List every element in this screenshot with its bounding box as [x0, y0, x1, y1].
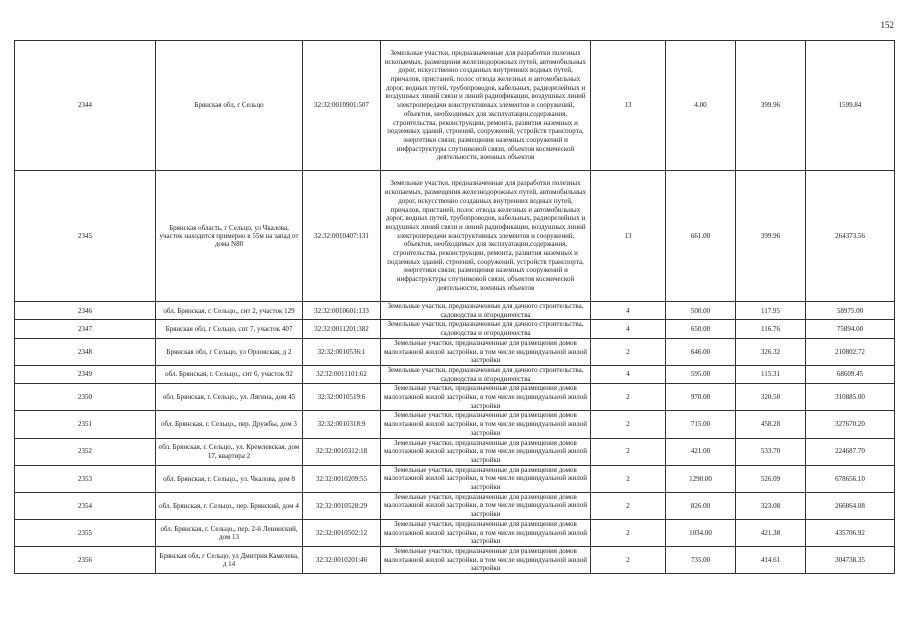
address-cell: обл. Брянская, г. Сельцо,, пер. Дружбы, дом 3 — [156, 411, 303, 438]
cadastral-value-cell: 327670.20 — [806, 411, 895, 438]
area-cell: 4.00 — [666, 41, 736, 171]
area-cell: 661.00 — [666, 171, 736, 302]
usage-group-cell: 4 — [591, 302, 666, 320]
registry-body — [15, 41, 895, 574]
row-number-cell: 2355 — [15, 519, 156, 546]
area-cell: 421.00 — [666, 438, 736, 465]
address-cell: обл. Брянская, г. Сельцо,, снт 2, участок 129 — [156, 302, 303, 320]
usage-group-cell: 13 — [591, 41, 666, 171]
land-usage-cell: Земельные участки, предназначенные для размещения домов малоэтажной жилой застройки, в том числе индивидуальной жилой застройки — [381, 546, 591, 573]
table-row — [15, 384, 895, 411]
land-usage-cell: Земельные участки, предназначенные для размещения домов малоэтажной жилой застройки, в том числе индивидуальной жилой застройки — [381, 492, 591, 519]
specific-value-cell: 115.31 — [736, 365, 806, 383]
table-row — [15, 411, 895, 438]
specific-value-cell: 326.32 — [736, 338, 806, 365]
specific-value-cell: 414.61 — [736, 546, 806, 573]
area-cell: 595.00 — [666, 365, 736, 383]
cadastral-number-cell: 32:32:0010318:9 — [303, 411, 381, 438]
specific-value-cell: 117.95 — [736, 302, 806, 320]
cadastral-number-cell: 32:32:0010312:18 — [303, 438, 381, 465]
cadastral-number-cell: 32:32:0010536:1 — [303, 338, 381, 365]
row-number-cell: 2356 — [15, 546, 156, 573]
cadastral-value-cell: 266864.08 — [806, 492, 895, 519]
cadastral-value-cell: 678656.10 — [806, 465, 895, 492]
address-cell: Брянская область, г Сельцо, ул Чкалова, участок находится примерно в 55м на запад от дома N80 — [156, 171, 303, 302]
cadastral-value-cell: 435706.92 — [806, 519, 895, 546]
address-cell: Брянская обл, г Сельцо — [156, 41, 303, 171]
specific-value-cell: 399.96 — [736, 171, 806, 302]
address-cell: обл. Брянская, г. Сельцо,, пер. Брянский, дом 4 — [156, 492, 303, 519]
area-cell: 1290.00 — [666, 465, 736, 492]
usage-group-cell: 2 — [591, 438, 666, 465]
area-cell: 1034.00 — [666, 519, 736, 546]
area-cell: 500.00 — [666, 302, 736, 320]
table-row — [15, 438, 895, 465]
cadastral-value-cell: 75894.00 — [806, 320, 895, 338]
specific-value-cell: 533.70 — [736, 438, 806, 465]
land-usage-cell: Земельные участки, предназначенные для размещения домов малоэтажной жилой застройки, в том числе индивидуальной жилой застройки — [381, 465, 591, 492]
cadastral-value-cell: 1599.84 — [806, 41, 895, 171]
cadastral-value-cell: 304738.35 — [806, 546, 895, 573]
specific-value-cell: 421.38 — [736, 519, 806, 546]
land-usage-cell: Земельные участки, предназначенные для дачного строительства, садоводства и огородничества — [381, 302, 591, 320]
cadastral-number-cell: 32:32:0010901:507 — [303, 41, 381, 171]
cadastral-value-cell: 310885.00 — [806, 384, 895, 411]
specific-value-cell: 320.50 — [736, 384, 806, 411]
area-cell: 735.00 — [666, 546, 736, 573]
cadastral-number-cell: 32:32:0010519:6 — [303, 384, 381, 411]
row-number-cell: 2351 — [15, 411, 156, 438]
land-usage-cell: Земельные участки, предназначенные для дачного строительства, садоводства и огородничества — [381, 365, 591, 383]
row-number-cell: 2347 — [15, 320, 156, 338]
land-usage-cell: Земельные участки, предназначенные для размещения домов малоэтажной жилой застройки, в том числе индивидуальной жилой застройки — [381, 438, 591, 465]
usage-group-cell: 2 — [591, 546, 666, 573]
cadastral-value-cell: 224687.70 — [806, 438, 895, 465]
table-row — [15, 519, 895, 546]
cadastral-number-cell: 32:32:0010407:131 — [303, 171, 381, 302]
table-row — [15, 492, 895, 519]
page-number: 152 — [880, 20, 894, 30]
specific-value-cell: 116.76 — [736, 320, 806, 338]
usage-group-cell: 2 — [591, 338, 666, 365]
address-cell: обл. Брянская, г. Сельцо,, ул. Кремлевская, дом 17, квартира 2 — [156, 438, 303, 465]
land-usage-cell: Земельные участки, предназначенные для разработки полезных ископаемых, размещения железнодорожных путей, автомобильных дорог, искусственно созданных внутренних водных путей, причалов, пристаней, полос отвода железных и автомобильных дорог, водных путей, трубопроводов, кабельных, радиорелейных и воздушных линий связи и линий радиофикации, воздушных линий электропередачи конструктивных элементов и сооружений, объектов, необходимых для эксплуатации,содержания, строительства, реконструкции, ремонта, развития наземных и подземных зданий, строений, сооружений, устройств транспорта, энергетики связи; размещения наземных сооружений и инфраструктуры спутниковой связи, объектов космической деятельности, военных объектов — [381, 41, 591, 171]
usage-group-cell: 2 — [591, 492, 666, 519]
area-cell: 646.00 — [666, 338, 736, 365]
row-number-cell: 2345 — [15, 171, 156, 302]
specific-value-cell: 323.08 — [736, 492, 806, 519]
land-usage-cell: Земельные участки, предназначенные для размещения домов малоэтажной жилой застройки, в том числе индивидуальной жилой застройки — [381, 338, 591, 365]
usage-group-cell: 2 — [591, 411, 666, 438]
row-number-cell: 2352 — [15, 438, 156, 465]
address-cell: обл. Брянская, г. Сельцо,, ул. Лягина, дом 45 — [156, 384, 303, 411]
usage-group-cell: 2 — [591, 519, 666, 546]
cadastral-number-cell: 32:32:0010502:12 — [303, 519, 381, 546]
cadastral-value-cell: 58975.00 — [806, 302, 895, 320]
row-number-cell: 2354 — [15, 492, 156, 519]
address-cell: Брянская обл, г Сельцо, снт 7, участок 407 — [156, 320, 303, 338]
address-cell: обл. Брянская, г. Сельцо,, пер. 2-й Ленинский, дом 13 — [156, 519, 303, 546]
address-cell: обл. Брянская, г. Сельцо,, ул. Чкалова, дом 8 — [156, 465, 303, 492]
cadastral-value-cell: 264373.56 — [806, 171, 895, 302]
cadastral-number-cell: 32:32:0010201:46 — [303, 546, 381, 573]
table-row — [15, 320, 895, 338]
land-usage-cell: Земельные участки, предназначенные для разработки полезных ископаемых, размещения железнодорожных путей, автомобильных дорог, искусственно созданных внутренних водных путей, причалов, пристаней, полос отвода железных и автомобильных дорог, водных путей, трубопроводов, кабельных, радиорелейных и воздушных линий связи и линий радиофикации, воздушных линий электропередачи конструктивных элементов и сооружений, объектов, необходимых для эксплуатации,содержания, строительства, реконструкции, ремонта, развития наземных и подземных зданий, строений, сооружений, устройств транспорта, энергетики связи; размещения наземных сооружений и инфраструктуры спутниковой связи, объектов космической деятельности, военных объектов — [381, 171, 591, 302]
cadastral-number-cell: 32:32:0010528:29 — [303, 492, 381, 519]
cadastral-number-cell: 32:32:0011101:62 — [303, 365, 381, 383]
usage-group-cell: 4 — [591, 320, 666, 338]
table-row — [15, 546, 895, 573]
table-row — [15, 338, 895, 365]
row-number-cell: 2350 — [15, 384, 156, 411]
cadastral-number-cell: 32:32:0010601:133 — [303, 302, 381, 320]
table-row — [15, 365, 895, 383]
specific-value-cell: 399.96 — [736, 41, 806, 171]
land-usage-cell: Земельные участки, предназначенные для размещения домов малоэтажной жилой застройки, в том числе индивидуальной жилой застройки — [381, 519, 591, 546]
cadastral-value-cell: 68609.45 — [806, 365, 895, 383]
cadastral-number-cell: 32:32:0011201:382 — [303, 320, 381, 338]
table-row — [15, 465, 895, 492]
land-usage-cell: Земельные участки, предназначенные для размещения домов малоэтажной жилой застройки, в том числе индивидуальной жилой застройки — [381, 384, 591, 411]
table-row — [15, 41, 895, 171]
specific-value-cell: 458.28 — [736, 411, 806, 438]
specific-value-cell: 526.09 — [736, 465, 806, 492]
row-number-cell: 2346 — [15, 302, 156, 320]
land-registry-table — [14, 40, 895, 574]
address-cell: обл. Брянская, г. Сельцо,, снт 6, участок 92 — [156, 365, 303, 383]
usage-group-cell: 4 — [591, 365, 666, 383]
table-row — [15, 302, 895, 320]
table-row — [15, 171, 895, 302]
row-number-cell: 2344 — [15, 41, 156, 171]
usage-group-cell: 2 — [591, 465, 666, 492]
cadastral-number-cell: 32:32:0010209:55 — [303, 465, 381, 492]
row-number-cell: 2349 — [15, 365, 156, 383]
row-number-cell: 2353 — [15, 465, 156, 492]
area-cell: 826.00 — [666, 492, 736, 519]
address-cell: Брянская обл, г Сельцо, ул Дмитрия Камелева, д 14 — [156, 546, 303, 573]
land-usage-cell: Земельные участки, предназначенные для размещения домов малоэтажной жилой застройки, в том числе индивидуальной жилой застройки — [381, 411, 591, 438]
address-cell: Брянская обл, г Сельцо, ул Орловская, д 2 — [156, 338, 303, 365]
land-usage-cell: Земельные участки, предназначенные для дачного строительства, садоводства и огородничества — [381, 320, 591, 338]
area-cell: 970.00 — [666, 384, 736, 411]
area-cell: 650.00 — [666, 320, 736, 338]
cadastral-value-cell: 210802.72 — [806, 338, 895, 365]
row-number-cell: 2348 — [15, 338, 156, 365]
usage-group-cell: 13 — [591, 171, 666, 302]
usage-group-cell: 2 — [591, 384, 666, 411]
area-cell: 715.00 — [666, 411, 736, 438]
